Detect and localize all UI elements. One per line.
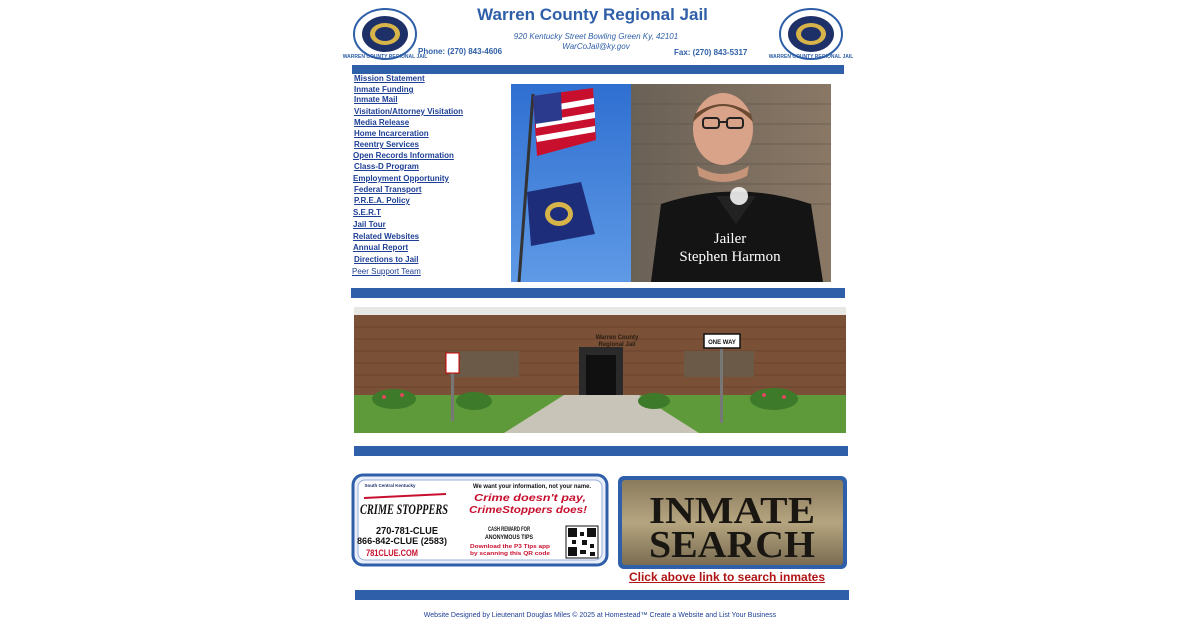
divider-bar-bottom xyxy=(355,590,849,600)
footer-credits: Website Designed by Lieutenant Douglas Miles © 2025 at Homestead™ Create a Website and List Your Business xyxy=(423,612,777,619)
nav-directions[interactable]: Directions to Jail xyxy=(354,255,419,264)
inmate-search-banner[interactable] xyxy=(617,475,848,570)
street-address: 920 Kentucky Street Bowling Green Ky, 42101 xyxy=(513,32,679,41)
divider-bar-lower xyxy=(354,446,848,456)
jailer-name: Stephen Harmon xyxy=(679,249,781,265)
svg-text:WARREN COUNTY REGIONAL JAIL: WARREN COUNTY REGIONAL JAIL xyxy=(768,54,854,60)
nav-reentry-services[interactable]: Reentry Services xyxy=(354,140,419,149)
one-way-sign: ONE WAY xyxy=(708,340,736,346)
building-photo xyxy=(354,307,846,433)
building-sign-line2: Regional Jail xyxy=(598,342,636,348)
crimestoppers-reward-2: ANONYMOUS TIPS xyxy=(485,535,533,541)
inmate-search-word-2: SEARCH xyxy=(649,524,815,566)
fax-number: Fax: (270) 843-5317 xyxy=(674,48,748,57)
crimestoppers-website: 781CLUE.COM xyxy=(366,548,418,558)
nav-visitation[interactable]: Visitation/Attorney Visitation xyxy=(354,107,464,116)
nav-federal-transport[interactable]: Federal Transport xyxy=(354,185,422,194)
nav-inmate-mail[interactable]: Inmate Mail xyxy=(354,95,398,104)
jailer-title: Jailer xyxy=(713,231,747,247)
building-photo-graphic xyxy=(354,307,846,433)
inmate-search-link[interactable]: Click above link to search inmates xyxy=(628,570,826,584)
nav-home-incarceration[interactable]: Home Incarceration xyxy=(354,129,429,138)
crimestoppers-tagline: We want your information, not your name. xyxy=(473,484,592,490)
qr-code-icon xyxy=(566,526,598,558)
nav-class-d-program[interactable]: Class-D Program xyxy=(354,162,419,171)
inmate-search-word-1: INMATE xyxy=(649,490,815,532)
crimestoppers-brand: CRIME STOPPERS xyxy=(360,502,448,518)
crimestoppers-slogan-1: Crime doesn't pay, xyxy=(474,493,586,504)
nav-peer-support[interactable]: Peer Support Team xyxy=(352,267,421,276)
crimestoppers-phone-2: 866-842-CLUE (2583) xyxy=(357,536,447,546)
nav-media-release[interactable]: Media Release xyxy=(354,118,410,127)
state-seal-right xyxy=(768,8,854,60)
state-seal-left xyxy=(342,8,428,60)
nav-open-records[interactable]: Open Records Information xyxy=(353,151,454,160)
nav-sert[interactable]: S.E.R.T xyxy=(353,208,382,217)
nav-inmate-funding[interactable]: Inmate Funding xyxy=(354,85,414,94)
nav-related-websites[interactable]: Related Websites xyxy=(353,232,420,241)
nav-jail-tour[interactable]: Jail Tour xyxy=(353,220,386,229)
nav-employment[interactable]: Employment Opportunity xyxy=(353,174,449,183)
crimestoppers-region: South Central Kentucky xyxy=(364,483,416,488)
crimestoppers-slogan-2: CrimeStoppers does! xyxy=(469,505,588,516)
nav-mission-statement[interactable]: Mission Statement xyxy=(354,74,425,83)
email-address: WarCoJail@ky.gov xyxy=(562,42,630,51)
crimestoppers-phone-1: 270-781-CLUE xyxy=(376,526,439,537)
divider-bar-top xyxy=(352,65,844,74)
svg-text:WARREN COUNTY REGIONAL JAIL: WARREN COUNTY REGIONAL JAIL xyxy=(342,54,428,60)
phone-number: Phone: (270) 843-4606 xyxy=(418,47,503,56)
nav-annual-report[interactable]: Annual Report xyxy=(353,243,409,252)
crimestoppers-app-2: by scanning this QR code xyxy=(470,551,551,557)
crimestoppers-reward-1: CASH REWARD FOR xyxy=(488,527,531,533)
page-title: Warren County Regional Jail xyxy=(477,5,708,24)
nav-prea-policy[interactable]: P.R.E.A. Policy xyxy=(354,196,410,205)
crimestoppers-banner[interactable] xyxy=(352,474,608,566)
jailer-photo xyxy=(511,84,831,282)
divider-bar-middle xyxy=(351,288,845,298)
building-sign-line1: Warren County xyxy=(595,335,639,341)
crimestoppers-app-1: Download the P3 Tips app xyxy=(470,544,550,550)
